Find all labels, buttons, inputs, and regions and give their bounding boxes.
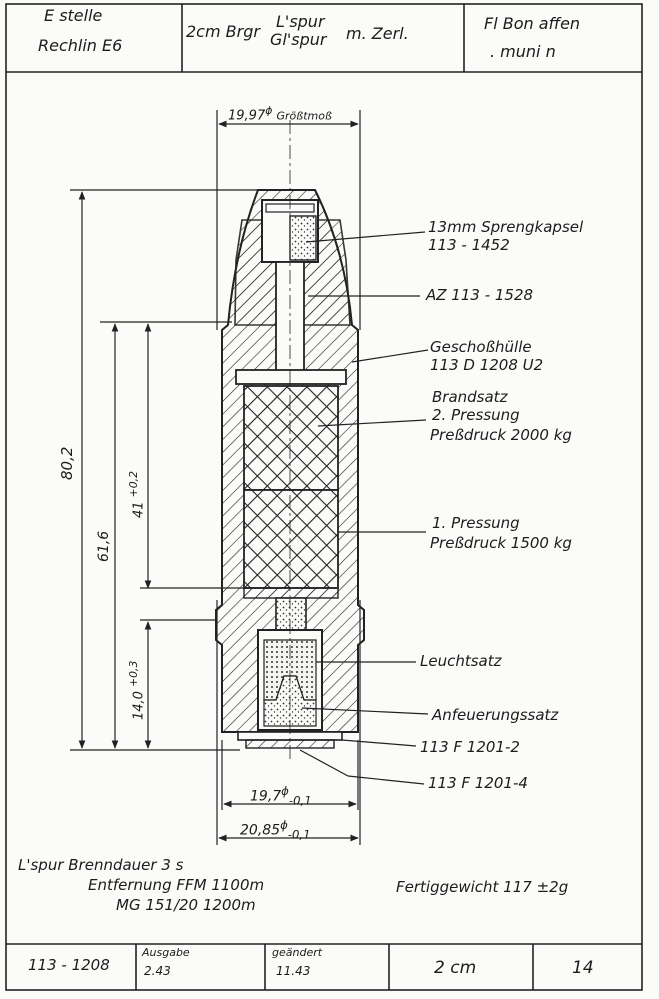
footer-changed-value: 11.43 [276, 964, 311, 978]
label-fuze: AZ 113 - 1528 [426, 286, 534, 304]
label-incendiary-line3: Preßdruck 2000 kg [430, 426, 572, 444]
label-detonator-line1: 13mm Sprengkapsel [428, 218, 584, 236]
incendiary-charge-1 [244, 490, 338, 588]
label-shell-line2: 113 D 1208 U2 [430, 356, 544, 374]
dim-total-length: 80,2 [58, 446, 76, 480]
dim-fill-length: 41 $^{+0,2}$ [127, 471, 147, 518]
label-tracer: Leuchtsatz [420, 652, 502, 670]
label-incendiary-line1: Brandsatz [432, 388, 508, 406]
footer-caliber: 2 cm [434, 958, 477, 978]
dim-body-length: 61,6 [96, 530, 112, 562]
note-burn-line3: MG 151/20 1200m [116, 896, 256, 914]
label-press1-line2: Preßdruck 1500 kg [430, 534, 572, 552]
dim-max-diameter: $19,97^\phi$ Größtmoß [228, 104, 332, 124]
dim-base-length: 14,0 $^{+0,3}$ [127, 660, 147, 720]
label-shell-line1: Geschoßhülle [430, 338, 532, 356]
footer-drawing-number: 113 - 1208 [28, 956, 110, 974]
header-designation: 2cm Brgr [186, 22, 260, 41]
label-press1-line1: 1. Pressung [432, 514, 520, 532]
detonator-cap [290, 216, 316, 260]
footer-issue-label: Ausgabe [142, 946, 190, 959]
label-incendiary-line2: 2. Pressung [432, 406, 520, 424]
header-office-line1: E stelle [44, 6, 103, 25]
label-part-2: 113 F 1201-2 [420, 738, 520, 756]
dim-band-diameter: $19,7^\phi_{-0,1}$ [250, 784, 312, 808]
header-dept-line2: . muni n [490, 42, 556, 61]
label-igniter: Anfeuerungssatz [432, 706, 559, 724]
header-tracer-line1: L'spur [276, 12, 325, 31]
note-weight: Fertiggewicht 117 ±2g [396, 878, 569, 896]
label-part-4: 113 F 1201-4 [428, 774, 528, 792]
header-suffix: m. Zerl. [346, 24, 409, 43]
footer-issue-value: 2.43 [144, 964, 171, 978]
footer-changed-label: geändert [272, 946, 323, 959]
label-detonator-line2: 113 - 1452 [428, 236, 510, 254]
header-tracer-line2: Gl'spur [270, 30, 327, 49]
header-dept-line1: Fl Bon affen [484, 14, 581, 33]
dim-base-diameter: $20,85^\phi_{-0,1}$ [240, 818, 311, 842]
incendiary-charge-2 [244, 386, 338, 490]
header-office-line2: Rechlin E6 [38, 36, 123, 55]
footer-sheet-number: 14 [572, 958, 594, 978]
projectile-section [216, 120, 364, 760]
note-burn-line1: L'spur Brenndauer 3 s [18, 856, 184, 874]
note-burn-line2: Entfernung FFM 1100m [88, 876, 265, 894]
